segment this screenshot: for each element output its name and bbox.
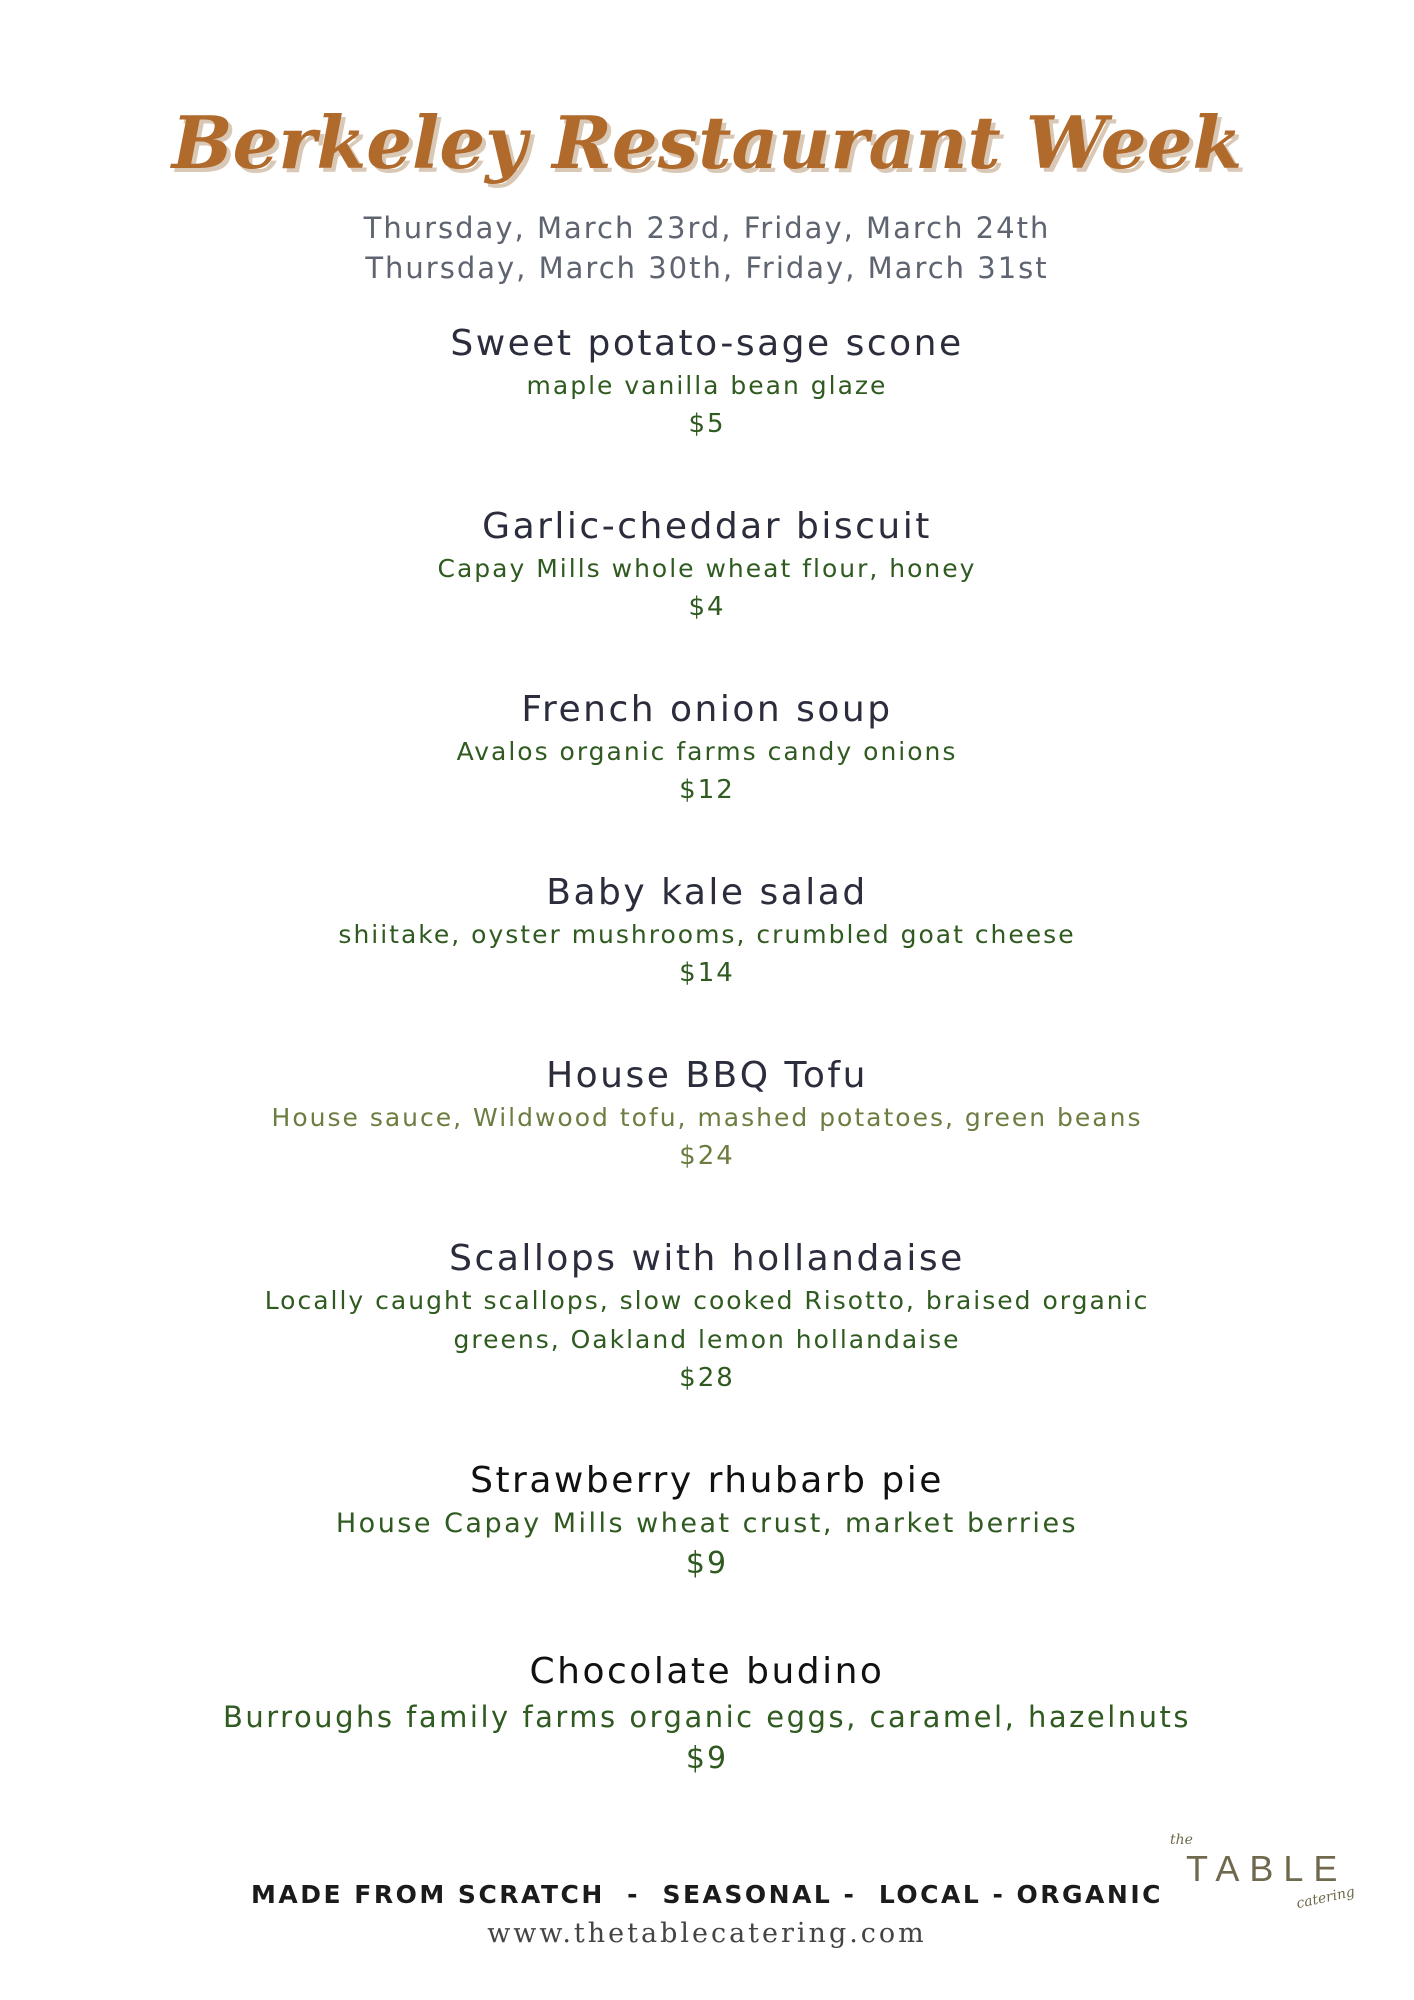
menu-item-description-line-2: greens, Oakland lemon hollandaise	[453, 1325, 961, 1354]
menu-item	[0, 322, 1414, 443]
footer-tagline: MADE FROM SCRATCH - SEASONAL - LOCAL - ORGANIC	[251, 1880, 1163, 1909]
menu-item-name: House BBQ Tofu	[546, 1055, 868, 1096]
event-dates-line-2: Thursday, March 30th, Friday, March 31st	[365, 251, 1049, 285]
menu-item-price: $28	[679, 1363, 735, 1393]
menu-item-description: House sauce, Wildwood tofu, mashed potatoes, green beans	[271, 1103, 1143, 1132]
logo-catering-text: catering	[1294, 1884, 1357, 1912]
menu-item-description: House Capay Mills wheat crust, market berries	[335, 1508, 1079, 1539]
menu-item-price: $4	[688, 592, 726, 622]
the-table-catering-logo	[1168, 1832, 1368, 1912]
menu-item-name: French onion soup	[521, 689, 893, 730]
menu-item	[0, 1650, 1414, 1778]
menu-item	[0, 871, 1414, 992]
menu-item-price: $14	[679, 958, 735, 988]
menu-item-name: Baby kale salad	[546, 872, 868, 913]
menu-item-description-line-1: Locally caught scallops, slow cooked Risotto, braised organic	[264, 1286, 1150, 1315]
menu-item-price: $5	[688, 409, 726, 439]
menu-item-price: $9	[685, 1546, 729, 1581]
menu-item-name: Garlic-cheddar biscuit	[482, 506, 932, 547]
menu-item-name: Sweet potato-sage scone	[450, 323, 964, 364]
menu-item-name: Chocolate budino	[529, 1651, 885, 1692]
menu-item	[0, 1459, 1414, 1583]
menu-item-price: $12	[679, 775, 735, 805]
website-url[interactable]: www.thetablecatering.com	[487, 1918, 927, 1949]
menu-item-price: $9	[685, 1741, 729, 1776]
menu-item	[0, 1237, 1414, 1397]
menu-item-description: Avalos organic farms candy onions	[456, 737, 958, 766]
menu-item-name: Scallops with hollandaise	[449, 1238, 965, 1279]
menu-item-description: maple vanilla bean glaze	[526, 371, 888, 400]
menu-item-price: $24	[679, 1141, 735, 1171]
menu-item	[0, 505, 1414, 626]
logo-table-text: TABLE	[1186, 1848, 1348, 1889]
menu-item	[0, 688, 1414, 809]
logo-the-text: the	[1170, 1832, 1193, 1848]
menu-item-description: shiitake, oyster mushrooms, crumbled goat cheese	[338, 920, 1076, 949]
event-dates-line-1: Thursday, March 23rd, Friday, March 24th	[363, 211, 1051, 245]
menu-item-description: Capay Mills whole wheat flour, honey	[437, 554, 977, 583]
page-title: Berkeley Restaurant Week	[171, 100, 1243, 185]
menu-item	[0, 1054, 1414, 1175]
menu-item-description: Burroughs family farms organic eggs, caramel, hazelnuts	[222, 1700, 1192, 1734]
menu-item-name: Strawberry rhubarb pie	[470, 1460, 944, 1501]
